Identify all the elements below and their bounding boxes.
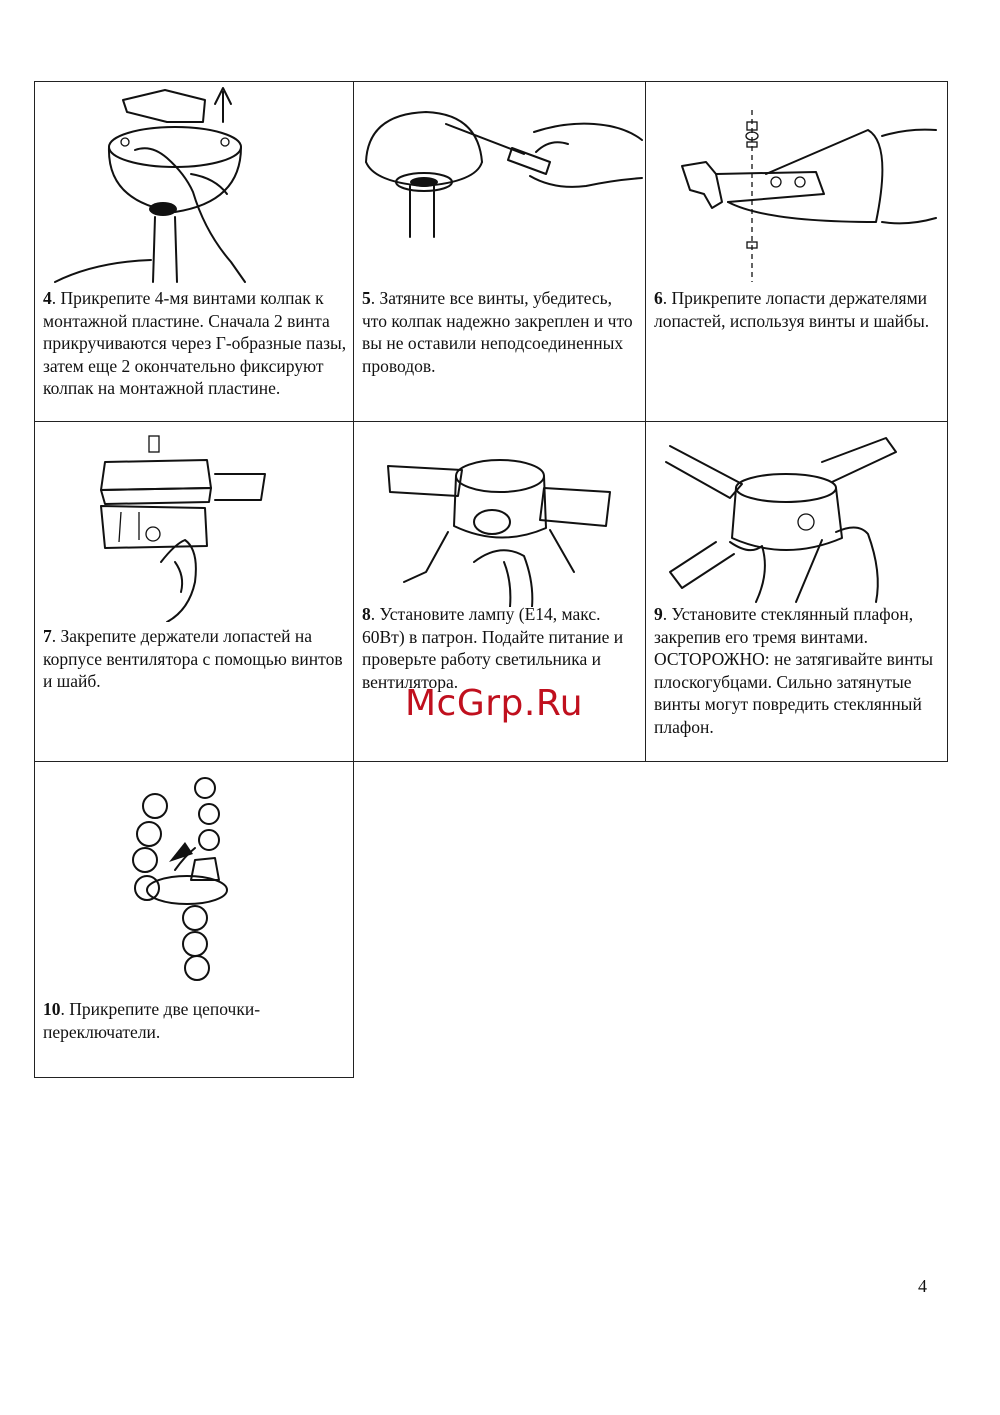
pull-chain-illustration-icon <box>35 762 353 1002</box>
step-text: . Закрепите держатели лопастей на корпусе вентилятора с помощью винтов и шайб. <box>43 626 343 692</box>
step-text: . Установите лампу (E14, макс. 60Вт) в патрон. Подайте питание и проверьте работу светильника и вентилятора. <box>362 604 624 692</box>
step-number: 4 <box>43 288 52 308</box>
step-text: . Установите стеклянный плафон, закрепив его тремя винтами. ОСТОРОЖНО: не затягивайте винты плоскогубцами. Сильно затянутые винты могут повредить стеклянный плафон. <box>654 604 934 737</box>
step-number: 6 <box>654 288 663 308</box>
step-10-cell <box>35 762 354 1078</box>
instruction-table <box>34 81 948 1078</box>
step-6-caption <box>654 287 941 332</box>
step-7-caption <box>43 625 347 693</box>
step-number: 10 <box>43 999 61 1019</box>
page-number: 4 <box>918 1276 927 1296</box>
step-8-caption <box>362 603 639 693</box>
step-text: . Затяните все винты, убедитесь, что колпак надежно закреплен и что вы не оставили неподсоединенных проводов. <box>362 288 633 376</box>
step-text: . Прикрепите лопасти держателями лопастей, используя винты и шайбы. <box>654 288 930 331</box>
step-5-caption <box>362 287 639 377</box>
step-number: 5 <box>362 288 371 308</box>
step-number: 9 <box>654 604 663 624</box>
step-7-cell <box>35 422 354 762</box>
watermark: McGrp.Ru <box>405 683 584 724</box>
glass-shade-illustration-icon <box>646 422 947 607</box>
step-6-cell <box>646 82 948 422</box>
step-text: . Прикрепите две цепочки-переключатели. <box>43 999 261 1042</box>
blade-holder-illustration-icon <box>646 82 947 287</box>
step-5-cell <box>354 82 646 422</box>
canopy-mounting-illustration-icon <box>35 82 353 287</box>
step-text: . Прикрепите 4-мя винтами колпак к монтажной пластине. Сначала 2 винта прикручиваются через Г-образные пазы, затем еще 2 окончательно фиксируют колпак на монтажной пластине. <box>43 288 347 399</box>
step-9-cell <box>646 422 948 762</box>
screwdriver-tightening-illustration-icon <box>354 82 645 287</box>
step-4-caption <box>43 287 347 400</box>
bulb-install-illustration-icon <box>354 422 645 607</box>
step-10-caption <box>43 998 347 1043</box>
holder-attach-illustration-icon <box>35 422 353 622</box>
step-4-cell <box>35 82 354 422</box>
step-9-caption <box>654 603 941 739</box>
step-number: 7 <box>43 626 52 646</box>
step-number: 8 <box>362 604 371 624</box>
